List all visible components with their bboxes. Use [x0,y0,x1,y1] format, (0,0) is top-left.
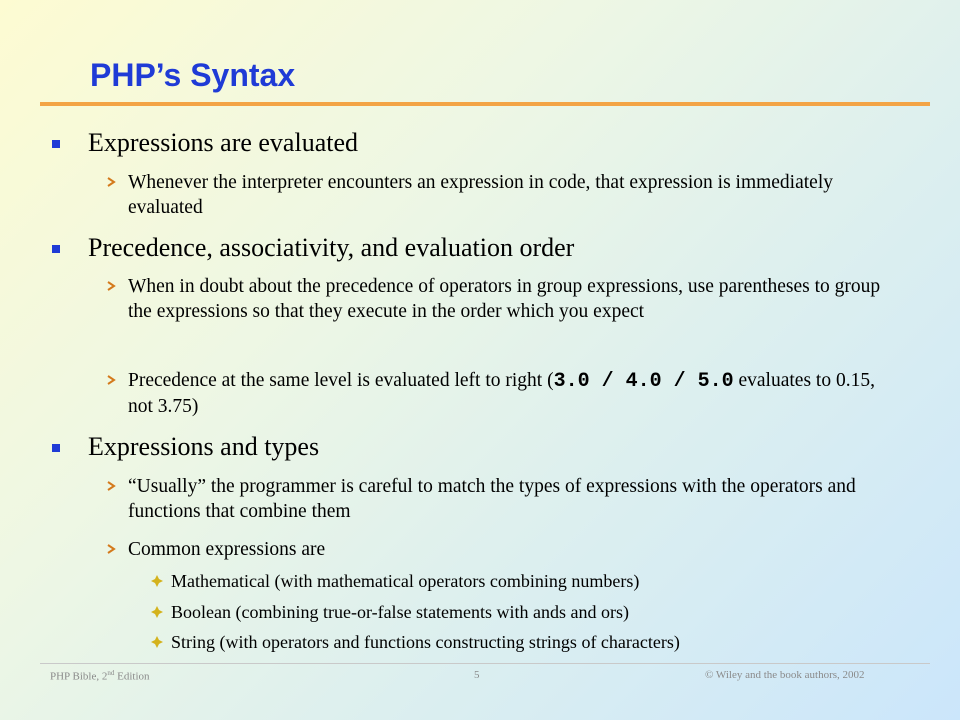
sub-sub-bullet [171,631,911,653]
footer-book-title [50,669,150,683]
arrow-bullet-icon [106,374,118,386]
footer-divider [40,663,930,664]
sub-sub-bullet-text: String (with operators and functions constructing strings of characters) [171,632,680,652]
sub-sub-bullet-text: Boolean (combining true-or-false statements with ands and ors) [171,602,630,622]
arrow-bullet-icon [106,480,118,492]
bullet-precedence [88,233,574,263]
sub-bullet-text-before: Precedence at the same level is evaluated left to right ( [128,370,554,391]
bullet-expressions-types [88,432,319,462]
sub-sub-bullet [171,570,911,592]
arrow-bullet-icon [106,280,118,292]
arrow-bullet-icon [106,543,118,555]
sub-sub-bullet [171,601,911,623]
bullet-text: Precedence, associativity, and evaluation order [88,233,575,262]
bullet-text: Expressions are evaluated [88,128,359,157]
bullet-expressions-evaluated [88,128,358,158]
sub-bullet [128,274,898,324]
sub-bullet-text: Common expressions are [128,539,326,560]
footer-book-title-text: PHP Bible, 2 [50,670,108,683]
sub-bullet-text: Whenever the interpreter encounters an expression in code, that expression is immediately evaluated [128,172,833,218]
diamond-bullet-icon [151,636,163,648]
footer-copyright: © Wiley and the book authors, 2002 [705,669,865,681]
sub-bullet [128,537,898,562]
square-bullet-icon [52,140,60,148]
sub-bullet-text: When in doubt about the precedence of operators in group expressions, use parentheses to group the expressions so that they execute in the order which you expect [128,276,881,322]
sub-bullet [128,368,898,419]
footer-superscript: nd [107,669,115,677]
footer-edition-text: Edition [114,670,150,683]
sub-bullet-text: “Usually” the programmer is careful to match the types of expressions with the operators and functions that combine them [128,476,856,522]
code-snippet: 3.0 / 4.0 / 5.0 [553,370,734,393]
diamond-bullet-icon [151,606,163,618]
arrow-bullet-icon [106,176,118,188]
footer-page-number: 5 [474,669,480,681]
bullet-text: Expressions and types [88,432,320,461]
slide-title: PHP’s Syntax [90,57,296,93]
sub-bullet-text-after: evaluates to 0.15, not 3.75) [128,370,875,417]
square-bullet-icon [52,444,60,452]
diamond-bullet-icon [151,575,163,587]
title-divider [40,102,930,106]
square-bullet-icon [52,245,60,253]
sub-bullet [128,474,898,524]
sub-bullet [128,170,898,220]
sub-sub-bullet-text: Mathematical (with mathematical operators combining numbers) [171,571,640,591]
